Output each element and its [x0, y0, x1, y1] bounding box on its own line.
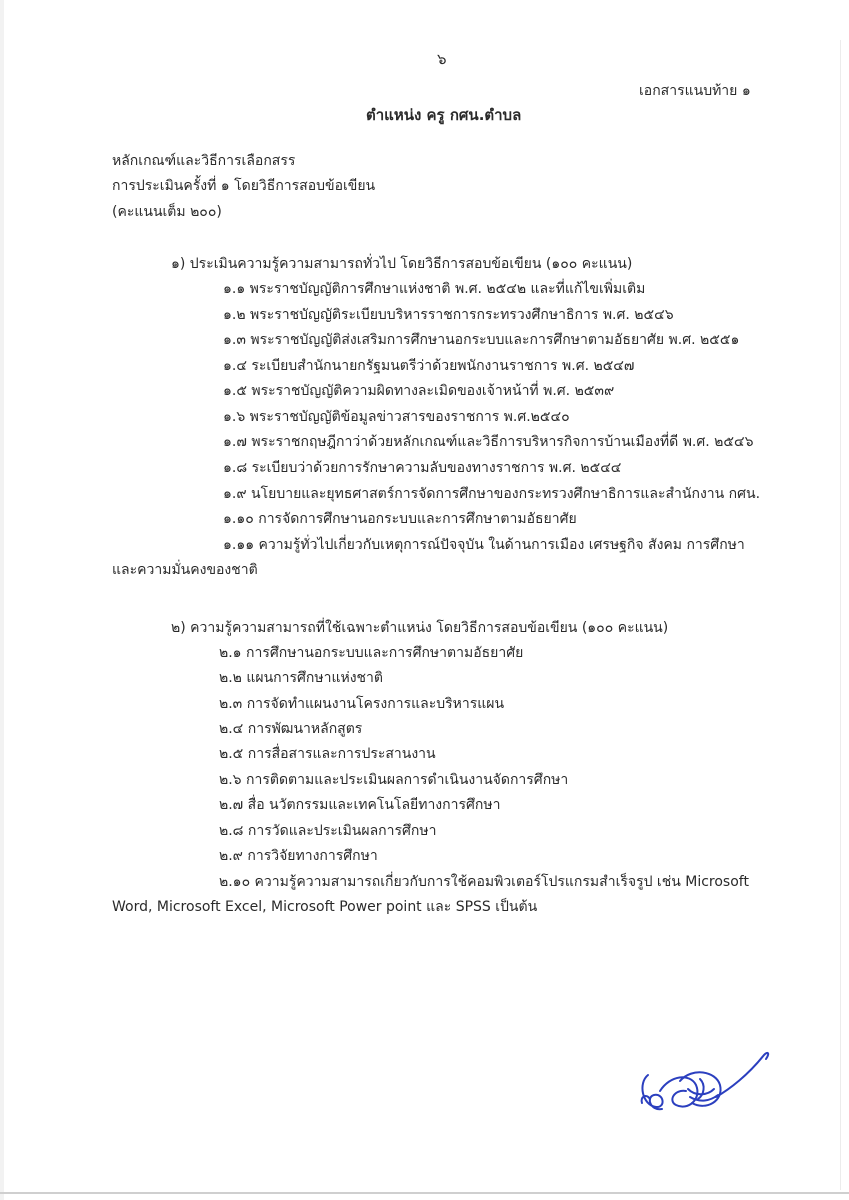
section1-item: ๑.๖ พระราชบัญญัติข้อมูลข่าวสารของราชการ พ.ศ.๒๕๔๐ — [223, 409, 570, 425]
scan-bottom-line — [0, 1192, 849, 1194]
section1-item: ๑.๔ ระเบียบสำนักนายกรัฐมนตรีว่าด้วยพนักงานราชการ พ.ศ. ๒๕๔๗ — [223, 358, 635, 374]
section2-item-continuation: Word, Microsoft Excel, Microsoft Power point และ SPSS เป็นต้น — [112, 899, 538, 915]
criteria-heading: หลักเกณฑ์และวิธีการเลือกสรร — [112, 153, 296, 169]
section1-heading: ๑) ประเมินความรู้ความสามารถทั่วไป โดยวิธีการสอบข้อเขียน (๑๐๐ คะแนน) — [171, 256, 633, 272]
page-number: ๖ — [437, 50, 447, 68]
section1-item: ๑.๓ พระราชบัญญัติส่งเสริมการศึกษานอกระบบและการศึกษาตามอัธยาศัย พ.ศ. ๒๕๕๑ — [223, 332, 740, 348]
criteria-round: การประเมินครั้งที่ ๑ โดยวิธีการสอบข้อเขียน — [112, 178, 376, 194]
section2-item: ๒.๕ การสื่อสารและการประสานงาน — [219, 746, 436, 762]
section2-item: ๒.๑๐ ความรู้ความสามารถเกี่ยวกับการใช้คอมพิวเตอร์โปรแกรมสำเร็จรูป เช่น Microsoft — [219, 874, 749, 890]
scan-right-line — [840, 40, 841, 1190]
scan-edge — [0, 0, 4, 1200]
section2-heading: ๒) ความรู้ความสามารถที่ใช้เฉพาะตำแหน่ง โดยวิธีการสอบข้อเขียน (๑๐๐ คะแนน) — [171, 620, 669, 636]
section2-item: ๒.๖ การติดตามและประเมินผลการดำเนินงานจัดการศึกษา — [219, 772, 569, 788]
section2-item: ๒.๘ การวัดและประเมินผลการศึกษา — [219, 823, 437, 839]
section1-item-continuation: และความมั่นคงของชาติ — [112, 562, 258, 578]
section2-item: ๒.๗ สื่อ นวัตกรรมและเทคโนโลยีทางการศึกษา — [219, 797, 501, 813]
section2-item: ๒.๓ การจัดทำแผนงานโครงการและบริหารแผน — [219, 696, 505, 712]
section2-item: ๒.๔ การพัฒนาหลักสูตร — [219, 721, 363, 737]
criteria-full-score: (คะแนนเต็ม ๒๐๐) — [112, 204, 222, 220]
annex-label: เอกสารแนบท้าย ๑ — [639, 83, 751, 99]
section2-item: ๒.๒ แผนการศึกษาแห่งชาติ — [219, 670, 384, 686]
section1-item: ๑.๗ พระราชกฤษฎีกาว่าด้วยหลักเกณฑ์และวิธีการบริหารกิจการบ้านเมืองที่ดี พ.ศ. ๒๕๔๖ — [223, 434, 754, 450]
section1-item: ๑.๙ นโยบายและยุทธศาสตร์การจัดการศึกษาของกระทรวงศึกษาธิการและสำนักงาน กศน. — [223, 486, 761, 502]
section1-item: ๑.๑๑ ความรู้ทั่วไปเกี่ยวกับเหตุการณ์ปัจจุบัน ในด้านการเมือง เศรษฐกิจ สังคม การศึกษา — [223, 537, 745, 553]
section1-item: ๑.๘ ระเบียบว่าด้วยการรักษาความลับของทางราชการ พ.ศ. ๒๕๔๔ — [223, 460, 622, 476]
signature-icon — [630, 1045, 780, 1125]
section1-item: ๑.๑ พระราชบัญญัติการศึกษาแห่งชาติ พ.ศ. ๒๕๔๒ และที่แก้ไขเพิ่มเติม — [223, 281, 646, 297]
section2-item: ๒.๑ การศึกษานอกระบบและการศึกษาตามอัธยาศัย — [219, 645, 524, 661]
section1-item: ๑.๑๐ การจัดการศึกษานอกระบบและการศึกษาตามอัธยาศัย — [223, 511, 577, 527]
section2-item: ๒.๙ การวิจัยทางการศึกษา — [219, 848, 378, 864]
section1-item: ๑.๒ พระราชบัญญัติระเบียบบริหารราชการกระทรวงศึกษาธิการ พ.ศ. ๒๕๔๖ — [223, 307, 674, 323]
section1-item: ๑.๕ พระราชบัญญัติความผิดทางละเมิดของเจ้าหน้าที่ พ.ศ. ๒๕๓๙ — [223, 383, 615, 399]
page-title: ตำแหน่ง ครู กศน.ตำบล — [366, 106, 522, 124]
